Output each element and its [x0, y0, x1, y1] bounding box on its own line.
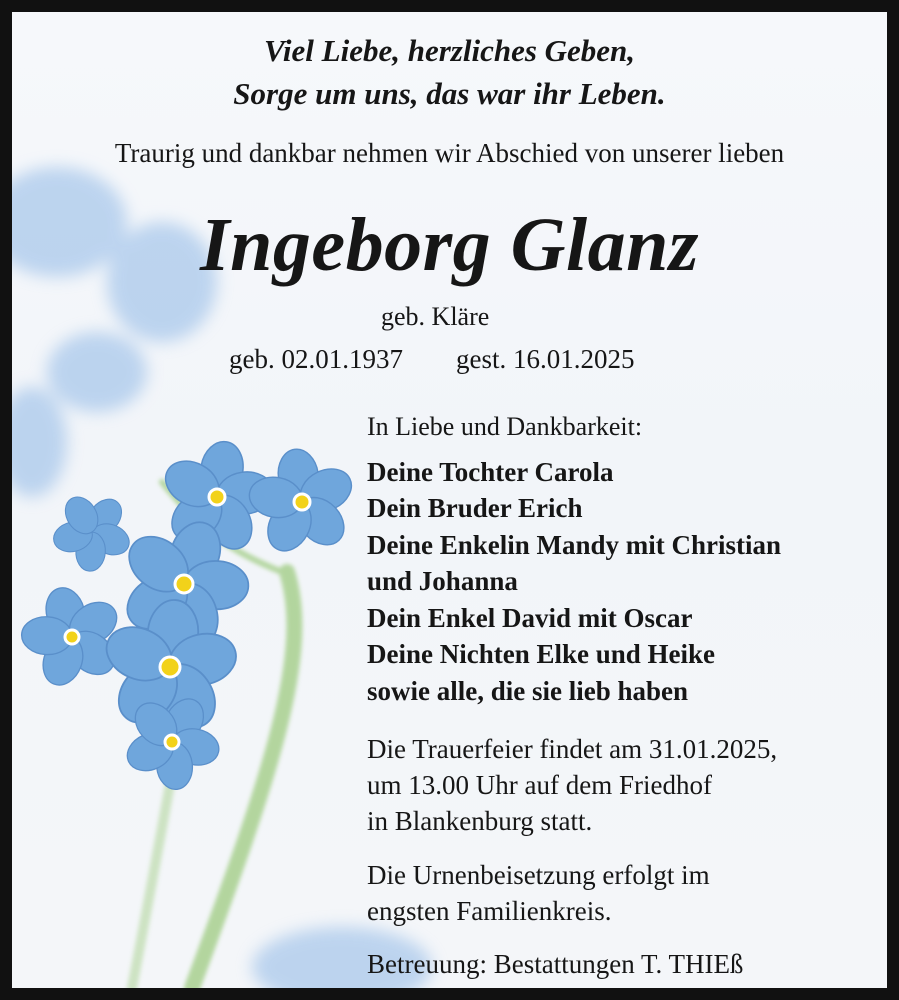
verse-line-1: Viel Liebe, herzliches Geben, [263, 33, 636, 68]
mourner-line: Dein Bruder Erich [367, 493, 583, 523]
birth-name: geb. Kläre [381, 302, 490, 331]
mourner-line: Deine Nichten Elke und Heike [367, 639, 716, 669]
mourner-line: Dein Enkel David mit Oscar [367, 603, 693, 633]
mourner-line: Deine Enkelin Mandy mit Christian [367, 530, 782, 560]
urn-info-line: engsten Familienkreis. [367, 896, 612, 926]
death-date: gest. 16.01.2025 [456, 344, 635, 374]
deceased-name: Ingeborg Glanz [200, 203, 699, 287]
funeral-info-line: Die Trauerfeier findet am 31.01.2025, [367, 734, 778, 764]
birth-date: geb. 02.01.1937 [229, 344, 403, 374]
thanks-heading: In Liebe und Dankbarkeit: [367, 412, 643, 441]
funeral-info-line: in Blankenburg statt. [367, 806, 593, 836]
funeral-info-line: um 13.00 Uhr auf dem Friedhof [367, 770, 712, 800]
mourner-line: Deine Tochter Carola [367, 457, 614, 487]
urn-info-line: Die Urnenbeisetzung erfolgt im [367, 860, 710, 890]
intro-text: Traurig und dankbar nehmen wir Abschied von unserer lieben [114, 138, 785, 168]
verse-line-2: Sorge um uns, das war ihr Leben. [233, 76, 666, 111]
mourner-line: sowie alle, die sie lieb haben [367, 676, 689, 706]
mourner-line: und Johanna [367, 566, 518, 596]
funeral-home-credit: Betreuung: Bestattungen T. THIEß [367, 949, 744, 979]
